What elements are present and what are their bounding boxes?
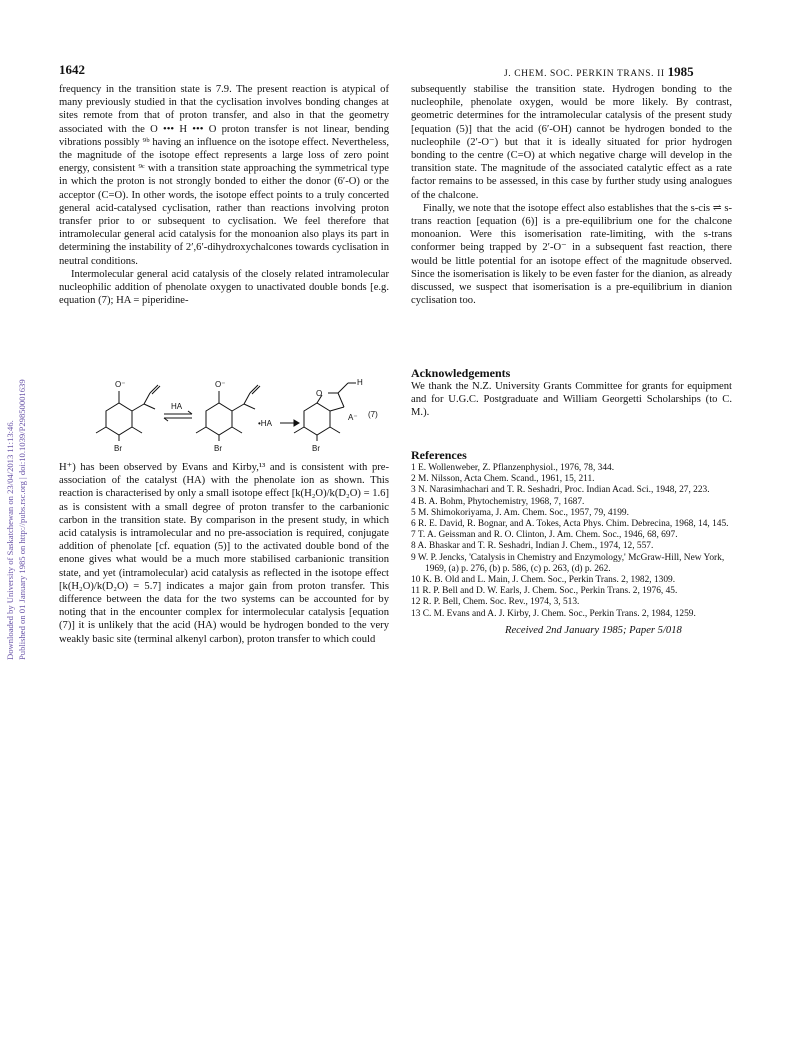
reference-item: 10 K. B. Old and L. Main, J. Chem. Soc., Perkin Trans. 2, 1982, 1309. (411, 575, 676, 586)
reference-item: 11 R. P. Bell and D. W. Earls, J. Chem. Soc., Perkin Trans. 2, 1976, 45. (411, 586, 678, 597)
download-watermark (2, 270, 30, 660)
reference-list (411, 463, 732, 620)
paragraph: H⁺) has been observed by Evans and Kirby,¹³ and is consistent with pre-association of the catalyst (HA) with the phenolate ion as shown. This reaction is characterised by only a small isotope effect [k(H₂O)/k(D₂O) = 1.6] as is consistent with a small degree of proton transfer to the carbanionic carbon in the transition state. By comparison in the present study, in which acid catalysis is intramolecular and no pre-association is required, conjugate addition of phenolate [cf. equation (5)] to the activated double bond of the enone gives what would be a much more stabilised carbanionic transition state, and yet (intramolecular) acid catalysis as reflected in the isotope effect [k(H₂O)/k(D₂O) = 5.7] indicates a major gain from proton transfer. This difference between the data for the two systems can be accounted for by noting that in the encounter complex for intermolecular catalysis [equation (7)] it is unlikely that the acid (HA) would be hydrogen bonded to the very weakly basic site (terminal alkenyl carbon), proton transfer to which could (59, 462, 389, 645)
bromo-label: Br (312, 444, 320, 453)
phenolate-label: O⁻ (215, 380, 226, 389)
reference-item: 5 M. Shimokoriyama, J. Am. Chem. Soc., 1957, 79, 4199. (411, 507, 629, 518)
equation-number: (7) (368, 410, 378, 419)
acknowledgements-body: We thank the N.Z. University Grants Committee for grants for equipment and for U.G.C. Postgraduate and William Georgetti Scholarships (to C. M.). (411, 381, 732, 419)
reference-item: 6 R. E. David, R. Bognar, and A. Tokes, Acta Phys. Chim. Debrecina, 1968, 14, 145. (411, 519, 729, 530)
reference-item: 8 A. Bhaskar and T. R. Seshadri, Indian J. Chem., 1974, 12, 557. (411, 541, 654, 552)
paragraph: Finally, we note that the isotope effect also establishes that the s-cis ⇌ s-trans reaction [equation (6)] is a pre-equilibrium one for the chalcone monoanion. Were this isomerisation rate-limiting, with the s-trans conformer being trapped by 2′-O⁻ in a subsequent fast reaction, there would be little potential for an isotope effect of the magnitude observed. Since the isomerisation is likely to be even faster for the dianion, as already discussed, we suspect that isomerisation is a pre-equilibrium in dianion cyclisation too. (411, 202, 732, 307)
bromo-label: Br (214, 444, 222, 453)
reference-item: 13 C. M. Evans and A. J. Kirby, J. Chem. Soc., Perkin Trans. 2, 1984, 1259. (411, 608, 696, 619)
published-note: Published on 01 January 1985 on http://pubs.rsc.org | doi:10.1039/P29850001639 (17, 379, 27, 660)
reference-item: 12 R. P. Bell, Chem. Soc. Rev., 1974, 3, 513. (411, 597, 580, 608)
received-date: Received 2nd January 1985; Paper 5/018 (505, 625, 682, 636)
right-column-top (411, 83, 732, 307)
running-header (504, 64, 694, 80)
journal-year: 1985 (667, 64, 694, 79)
acknowledgements-heading: Acknowledgements (411, 366, 511, 380)
downloaded-note: Downloaded by University of Saskatchewan on 23/04/2013 11:13:46. (5, 420, 15, 660)
reference-item: 2 M. Nilsson, Acta Chem. Scand., 1961, 15, 211. (411, 474, 595, 485)
hydrogen-label: H (357, 378, 363, 387)
reference-item: 7 T. A. Geissman and R. O. Clinton, J. Am. Chem. Soc., 1946, 68, 697. (411, 530, 678, 541)
references-heading: References (411, 448, 467, 462)
anion-label: A⁻ (348, 413, 358, 422)
paragraph: subsequently stabilise the transition state. Hydrogen bonding to the nucleophile, phenolate oxygen, would be more likely. By contrast, geometric determines for the intramolecular catalysis of the present study [equation (5)] that the acid (6′-OH) cannot be hydrogen bonded to the nucleophile (2′-O⁻) but that it is ideally situated for prior hydrogen bonding to the centre (C=O) at which negative charge will develop in the transition state. The magnitude of the associated catalytic effect as a rate factor remains to be assessed, in this case by further study using analogues of the chalcone. (411, 84, 732, 201)
reference-item: 4 B. A. Bohm, Phytochemistry, 1968, 7, 1687. (411, 496, 585, 507)
forward-arrow (280, 420, 299, 426)
bromo-label: Br (114, 444, 122, 453)
reference-item: 9 W. P. Jencks, 'Catalysis in Chemistry and Enzymology,' McGraw-Hill, New York, 1969, (a) p. 276, (b) p. 586, (c) p. 263, (d) p. 262. (411, 552, 725, 574)
catalyst-label: HA (171, 402, 183, 411)
page-number: 1642 (59, 62, 85, 77)
reference-item: 1 E. Wollenweber, Z. Pflanzenphysiol., 1976, 78, 344. (411, 463, 615, 473)
phenolate-label: O⁻ (115, 380, 126, 389)
equilibrium-arrow (164, 411, 192, 421)
reaction-scheme-7 (86, 373, 386, 455)
product-structure (294, 383, 356, 441)
reference-item: 3 N. Narasimhachari and T. R. Seshadri, Proc. Indian Acad. Sci., 1948, 27, 223. (411, 485, 710, 496)
paragraph: Intermolecular general acid catalysis of the closely related intramolecular nucleophilic addition of phenolate oxygen to unactivated double bonds [e.g. equation (7); HA = piperidine- (59, 268, 389, 307)
complex-structure (196, 385, 260, 441)
left-column-bottom (59, 461, 389, 646)
associated-catalyst-label: •HA (258, 419, 272, 428)
left-column-top (59, 83, 389, 307)
journal-name: J. CHEM. SOC. PERKIN TRANS. II (504, 69, 665, 79)
paragraph: frequency in the transition state is 7.9. The present reaction is atypical of many previously studied in that the cyclisation involves bonding changes at sites remote from that of proton transfer, and also in that the geometry associated with the O ••• H ••• O proton transfer is not linear, bending vibrations possibly ⁹ᵇ having an influence on the isotope effect. Nevertheless, the magnitude of the isotope effect represents a large loss of zero point energy, consistent ⁹ᶜ with a transition state approaching the symmetrical type in which the proton is not strongly bonded to either the donor (6′-O) or the acceptor (C=O). In other words, the isotope effect points to a truly concerted general acid-catalysed cyclisation, rather than reactions involving proton transfer prior to or subsequent to cyclisation. We feel therefore that intramolecular general acid catalysis for the monoanion also plays its part in determining the instability of 2′,6′-dihydroxychalcones towards cyclisation in neutral conditions. (59, 84, 389, 267)
reactant-structure (96, 385, 160, 441)
ring-oxygen-label: O (316, 389, 323, 398)
